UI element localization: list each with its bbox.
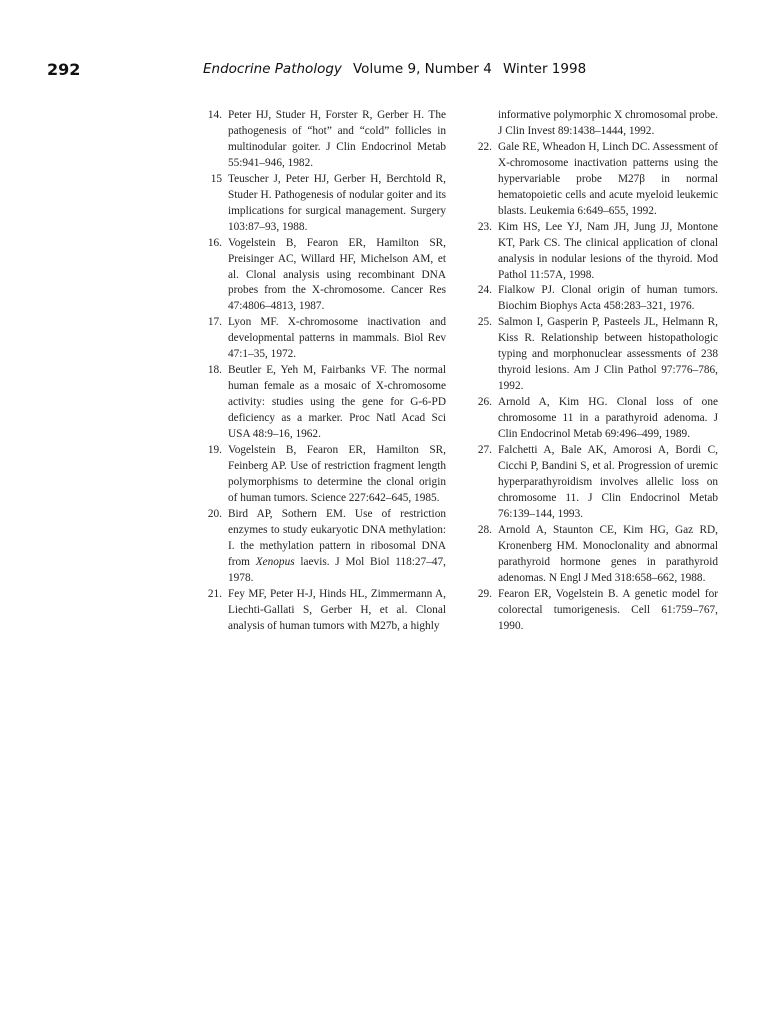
reference-text: Lyon MF. X-chromosome inactivation and developmental patterns in mammals. Biol Rev 47:1–35, 1972. <box>228 316 446 361</box>
reference-number: 28. <box>477 523 492 536</box>
reference-number: 19. <box>207 444 222 457</box>
reference-text: Bird AP, Sothern EM. Use of restriction enzymes to study eukaryotic DNA methylation: I. the methylation pattern in ribosomal DNA from <box>228 507 446 568</box>
references-right-column <box>470 108 718 634</box>
reference-text: Fey MF, Peter H-J, Hinds HL, Zimmermann A, Liechti-Gallati S, Gerber H, et al. Clonal analysis of human tumors with M27b, a highly <box>228 587 446 632</box>
reference-number: 29. <box>477 587 492 600</box>
journal-title: Endocrine Pathology <box>203 61 342 77</box>
reference-text: Salmon I, Gasperin P, Pasteels JL, Helmann R, Kiss R. Relationship between histopathologic typing and morphonuclear assessments of 238 thyroid lesions. Am J Clin Pathol 97:776–786, 1992. <box>498 316 718 393</box>
reference-number: 21. <box>207 587 222 600</box>
volume-issue: Volume 9, Number 4 <box>353 61 492 77</box>
reference-number: 16. <box>207 236 222 249</box>
reference-text: Beutler E, Yeh M, Fairbanks VF. The normal human female as a mosaic of X-chromosome activity: studies using the gene for G-6-PD deficiency as a marker. Proc Natl Acad Sci USA 48:9–16, 1962. <box>228 364 446 441</box>
reference-item <box>200 363 446 443</box>
reference-text: Peter HJ, Studer H, Forster R, Gerber H. The pathogenesis of “hot” and “cold” follicles in multinodular goiter. J Clin Endocrinol Metab 55:941–946, 1982. <box>228 109 446 169</box>
reference-number: 20. <box>207 507 222 520</box>
reference-number: 27. <box>477 444 492 457</box>
reference-item <box>200 587 446 635</box>
reference-number: 18. <box>207 364 222 377</box>
reference-item <box>470 220 718 284</box>
reference-number: 22. <box>477 140 492 153</box>
reference-text: Arnold A, Staunton CE, Kim HG, Gaz RD, Kronenberg HM. Monoclonality and abnormal parathyroid hormone genes in parathyroid adenomas. N Engl J Med 318:658–662, 1988. <box>498 523 718 584</box>
reference-item <box>200 236 446 316</box>
reference-number: 14. <box>207 109 222 121</box>
reference-text: Vogelstein B, Fearon ER, Hamilton SR, Feinberg AP. Use of restriction fragment length polymorphisms to determine the clonal origin of human tumors. Science 227:642–645, 1985. <box>228 444 446 504</box>
reference-item <box>200 108 446 172</box>
reference-text: Gale RE, Wheadon H, Linch DC. Assessment of X-chromosome inactivation patterns using the hypervariable probe M27β in normal hematopoietic cells and acute myeloid leukemic blasts. Leukemia 6:649–655, 1992. <box>498 140 718 217</box>
reference-number: 23. <box>477 220 492 233</box>
reference-text: Fearon ER, Vogelstein B. A genetic model for colorectal tumorigenesis. Cell 61:759–767, 1990. <box>498 587 718 632</box>
reference-continuation: informative polymorphic X chromosomal probe. J Clin Invest 89:1438–1444, 1992. <box>498 109 718 137</box>
reference-text: Fialkow PJ. Clonal origin of human tumors. Biochim Biophys Acta 458:283–321, 1976. <box>498 284 718 313</box>
reference-number: 15 <box>210 172 222 185</box>
reference-text: Falchetti A, Bale AK, Amorosi A, Bordi C, Cicchi P, Bandini S, et al. Progression of uremic hyperparathyroidism involves allelic loss on chromosome 11. J Clin Endocrinol Metab 76:139–144, 1993. <box>498 444 718 520</box>
reference-number: 25. <box>477 316 492 329</box>
reference-item <box>200 507 446 587</box>
reference-number: 24. <box>477 284 492 297</box>
reference-number: 17. <box>207 316 222 329</box>
issue-season: Winter 1998 <box>503 61 587 77</box>
reference-text: Arnold A, Kim HG. Clonal loss of one chromosome 11 in a parathyroid adenoma. J Clin Endocrinol Metab 69:496–499, 1989. <box>498 396 718 441</box>
reference-number: 26. <box>477 396 492 409</box>
reference-item <box>200 315 446 363</box>
reference-text: Teuscher J, Peter HJ, Gerber H, Berchtold R, Studer H. Pathogenesis of nodular goiter and its implications for surgical management. Surgery 103:87–93, 1988. <box>228 172 446 233</box>
reference-item <box>470 283 718 315</box>
running-header <box>0 60 768 82</box>
reference-item <box>470 140 718 220</box>
reference-item <box>470 315 718 395</box>
reference-item <box>200 172 446 236</box>
reference-text-tail: laevis. J Mol Biol 118:27–47, 1978. <box>228 555 446 584</box>
reference-item <box>470 443 718 523</box>
reference-item <box>200 443 446 507</box>
references-left-column <box>200 108 446 634</box>
page-number: 292 <box>47 60 81 79</box>
reference-text: Vogelstein B, Fearon ER, Hamilton SR, Preisinger AC, Willard HF, Michelson AM, et al. Clonal analysis using recombinant DNA probes from the X-chromosome. Cancer Res 47:4806–4813, 1987. <box>228 236 446 313</box>
reference-item <box>470 523 718 587</box>
reference-item <box>470 587 718 635</box>
reference-text: Kim HS, Lee YJ, Nam JH, Jung JJ, Montone KT, Park CS. The clinical application of clonal analysis in nodular lesions of the thyroid. Mod Pathol 11:57A, 1998. <box>498 220 718 281</box>
reference-item <box>470 395 718 443</box>
reference-italic-genus: Xenopus <box>255 555 295 568</box>
